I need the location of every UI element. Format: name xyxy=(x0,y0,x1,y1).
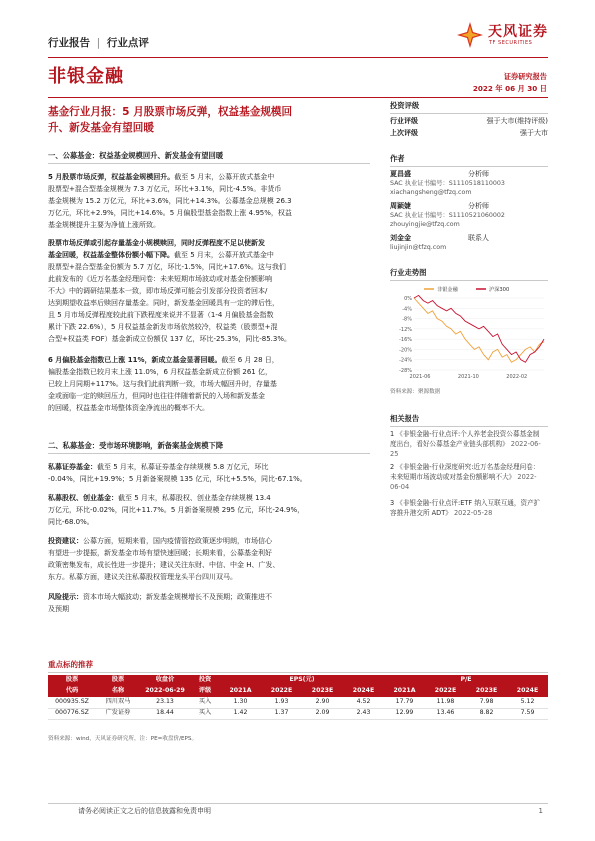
author-email[interactable]: zhouyingjie@tfzq.com xyxy=(390,221,460,228)
paragraph-5-line: 同比-68.0%。 xyxy=(48,518,94,526)
rating-row-value: 强于大市(维持评级) xyxy=(486,117,548,125)
paragraph-2 xyxy=(48,237,370,345)
report-label: 证券研究报告 xyxy=(503,72,547,81)
table-cell: 18.44 xyxy=(140,708,190,719)
section-2-heading: 二、私募基金：受市场环境影响，新备案基金规模下降 xyxy=(48,441,224,450)
author-name: 周颖婕 xyxy=(390,202,411,210)
paragraph-2-line: 此前发布的《近万名基金经理问卷：未来短期市场波动或对基金份额影响 xyxy=(48,275,272,283)
paragraph-2-line: 不大》中的调研结果基本一致，即市场反弹可能会引发部分投资者回本/ xyxy=(48,287,268,295)
table-cell: 1.37 xyxy=(261,708,302,719)
table-row xyxy=(48,708,548,719)
paragraph-4-line: 截至 5 月末，私募证券基金存续规模 5.8 万亿元，环比 xyxy=(97,463,269,471)
rec-table-title-underline xyxy=(48,672,548,673)
related-item[interactable] xyxy=(390,429,545,459)
paragraph-2-lead: 股票市场反弹或引起存量基金小规模赎回，同时反弹程度不足以使新发 xyxy=(48,239,265,247)
paragraph-2-line: 股票型+混合型基金份额为 5.7 万亿，环比-1.5%，同比+17.6%。这与我们 xyxy=(48,263,286,271)
paragraph-2-line: 且 5 月市场反弹程度较此前下跌程度来说并不显著（1-4 月偏股基金指数 xyxy=(48,311,274,319)
doc-type-main: 行业报告 xyxy=(48,37,90,49)
title-divider xyxy=(48,97,548,98)
report-title xyxy=(48,104,370,136)
author-1 xyxy=(390,170,548,197)
doc-type-sub: 行业点评 xyxy=(106,37,149,49)
paragraph-6-line: 政策密集发布，成长性进一步提升；建议关注东财、中信、中金 H、广发、 xyxy=(48,561,280,569)
rec-table-note: 资料来源：wind，天风证券研究所，注：PE=收盘价/EPS。 xyxy=(48,736,198,742)
rec-table-header-cell: 2024E xyxy=(343,686,384,697)
paragraph-1-line: 截至 5 月末，公募开放式基金中 xyxy=(174,173,275,181)
author-name: 夏昌盛 xyxy=(390,170,411,178)
paragraph-1-line: 万亿元，环比+2.9%，同比+14.6%。5 月偏股型基金指数上涨 4.95%，权益 xyxy=(48,209,292,217)
rec-table-header-cell: 评级 xyxy=(190,686,220,697)
paragraph-2-line: 达到期望收益率后赎回存量基金。同时，新发基金回暖具有一定的滞后性， xyxy=(48,299,279,307)
author-2 xyxy=(390,202,548,229)
rec-table-header-cell: 2022-06-29 xyxy=(140,686,190,697)
paragraph-2-line: 截至 5 月末，公募开放式基金中 xyxy=(174,251,274,259)
table-cell: 2.90 xyxy=(302,697,343,708)
paragraph-1 xyxy=(48,171,370,231)
rating-header: 投资评级 xyxy=(390,101,420,110)
section-2-underline xyxy=(48,453,370,454)
chart-y-tick-label: -12% xyxy=(399,326,412,333)
paragraph-2-lead: 基金回暖，权益基金整体份额小幅下降。 xyxy=(48,251,174,259)
report-date: 2022 年 06 月 30 日 xyxy=(472,84,547,93)
doc-type: 行业报告 | 行业点评 xyxy=(48,37,149,49)
rating-row-label: 上次评级 xyxy=(390,129,418,137)
table-cell: 7.59 xyxy=(507,708,548,719)
table-cell: 7.98 xyxy=(466,697,507,708)
related-underline xyxy=(390,426,548,427)
paragraph-3 xyxy=(48,354,370,414)
table-cell: 11.98 xyxy=(425,697,466,708)
rec-table-header-row-2 xyxy=(48,686,548,697)
paragraph-3-line: 偏股基金指数已较月末上涨 11.0%，6 月权益基金新成立份额 261 亿， xyxy=(48,368,272,376)
table-cell: 5.12 xyxy=(507,697,548,708)
paragraph-6-line: 公募方面，短期来看，国内疫情管控政策逐步明朗，市场信心 xyxy=(83,537,272,545)
rating-row-value: 强于大市 xyxy=(520,129,548,137)
author-cert: SAC 执业证书编号：S1110518110003 xyxy=(390,180,505,187)
author-role: 联系人 xyxy=(468,234,489,242)
footer-page-number: 1 xyxy=(538,807,543,815)
rec-table-header-cell: 2021A xyxy=(384,686,425,697)
table-cell: 2.09 xyxy=(302,708,343,719)
brand-name-en: TF SECURITIES xyxy=(489,40,533,46)
paragraph-7 xyxy=(48,591,370,615)
paragraph-6-line: 东方。私募方面，建议关注私募股权管理龙头平台四川双马。 xyxy=(48,573,237,581)
table-cell: 23.13 xyxy=(140,697,190,708)
chart-y-tick-label: -8% xyxy=(402,316,412,323)
table-cell: 13.46 xyxy=(425,708,466,719)
table-cell: 000935.SZ xyxy=(48,697,96,708)
rec-table-header-cell: 2024E xyxy=(507,686,548,697)
paragraph-4-line: -0.04%，同比+19.9%；5 月新备案规模 135 亿元，环比+5.5%，同比-67.1%。 xyxy=(48,475,307,483)
paragraph-1-lead: 5 月股票市场反弹，权益基金规模回升。 xyxy=(48,173,175,181)
table-cell: 1.30 xyxy=(220,697,261,708)
chart-y-tick-label: -4% xyxy=(402,306,412,313)
paragraph-1-line: 基金规模提升主要为净值上涨所致。 xyxy=(48,221,160,229)
rec-table-header-cell: 股票 xyxy=(48,675,96,686)
related-item[interactable] xyxy=(390,498,545,518)
rec-table-header-cell: 投资 xyxy=(190,675,220,686)
author-cert: SAC 执业证书编号：S1110521060002 xyxy=(390,212,505,219)
chart-source: 资料来源：聚源数据 xyxy=(390,389,441,395)
chart-series-line xyxy=(414,298,544,362)
paragraph-3-line: 的回暖，权益基金市场整体资金净流出的概率不大。 xyxy=(48,404,209,412)
author-3 xyxy=(390,234,548,252)
rec-table-header-cell: 股票 xyxy=(96,675,140,686)
paragraph-5-line: 截至 5 月末，私募股权、创业基金存续规模 13.4 xyxy=(118,494,271,502)
related-item-date: 2022-05-28 xyxy=(453,509,493,517)
chart-x-tick-label: 2021-06 xyxy=(409,374,431,380)
rec-table xyxy=(48,675,548,720)
rating-row-label: 行业评级 xyxy=(390,117,418,125)
chart-legend-label: 沪深300 xyxy=(489,287,510,293)
report-title-line-1: 基金行业月报：5 月股票市场反弹，权益基金规模回 xyxy=(48,106,293,118)
table-row xyxy=(48,697,548,708)
rec-table-header-cell: 名称 xyxy=(96,686,140,697)
brand-name-cn: 天风证券 xyxy=(488,24,548,40)
table-cell: 8.82 xyxy=(466,708,507,719)
paragraph-6 xyxy=(48,535,370,583)
related-item[interactable] xyxy=(390,462,545,492)
author-role: 分析师 xyxy=(468,170,489,178)
authors-header: 作者 xyxy=(390,154,405,163)
table-cell: 12.99 xyxy=(384,708,425,719)
header-divider xyxy=(48,57,548,58)
author-email[interactable]: liujinjin@tfzq.com xyxy=(390,244,447,251)
table-cell: 1.42 xyxy=(220,708,261,719)
paragraph-5 xyxy=(48,492,370,528)
paragraph-6-line: 有望进一步提振，新发基金市场有望快速回暖；长期来看，公募基金利好 xyxy=(48,549,272,557)
table-cell: 四川双马 xyxy=(96,697,140,708)
author-email[interactable]: xiachangsheng@tfzq.com xyxy=(390,189,472,196)
report-title-line-2: 升、新发基金有望回暖 xyxy=(48,122,154,134)
paragraph-7-lead: 风险提示： xyxy=(48,593,83,601)
paragraph-1-line: 股票型+混合型基金规模为 7.3 万亿元，环比+3.1%，同比-4.5%。非货币 xyxy=(48,185,282,193)
table-cell: 2.43 xyxy=(343,708,384,719)
paragraph-7-line: 及预期 xyxy=(48,605,69,613)
paragraph-1-line: 基金规模为 15.2 万亿元，环比+3.6%，同比+14.3%。公募基金总规模 26.3 xyxy=(48,197,292,205)
paragraph-3-lead: 6 月偏股基金指数已上涨 11%，新成立基金显著回暖。 xyxy=(48,356,222,364)
table-cell: 4.52 xyxy=(343,697,384,708)
rec-table-header-cell: 2021A xyxy=(220,686,261,697)
trend-chart xyxy=(390,284,548,380)
related-item-title: 3 《非银金融-行业点评:ETF 纳入互联互通，资产扩容推升港交所 ADT》 xyxy=(390,499,541,517)
rec-table-header-row-1 xyxy=(48,675,548,686)
table-cell: 1.93 xyxy=(261,697,302,708)
paragraph-4 xyxy=(48,461,370,485)
rating-row-previous xyxy=(390,128,548,138)
chart-y-tick-label: -16% xyxy=(399,337,412,344)
table-cell: 广发证券 xyxy=(96,708,140,719)
section-1-heading: 一、公募基金：权益基金规模回升、新发基金有望回暖 xyxy=(48,151,224,160)
footer-disclaimer: 请务必阅读正文之后的信息披露和免责申明 xyxy=(78,807,211,815)
author-role: 分析师 xyxy=(468,202,489,210)
brand-logo xyxy=(455,18,555,52)
chart-y-tick-label: -24% xyxy=(399,357,412,364)
related-item-date: 2022-06-04 xyxy=(390,473,537,491)
table-cell: 买入 xyxy=(190,708,220,719)
rec-table-header-cell: 收盘价 xyxy=(140,675,190,686)
rec-table-header-cell: 2023E xyxy=(302,686,343,697)
chart-title-underline xyxy=(390,280,548,281)
paragraph-3-line: 已较上月同期+117%。这与我们此前判断一致，市场大幅回升时，存量基 xyxy=(48,380,277,388)
author-name: 刘金金 xyxy=(390,234,411,242)
chart-y-tick-label: 0% xyxy=(404,296,412,302)
rec-table-header-cell: 2022E xyxy=(425,686,466,697)
paragraph-3-line: 截至 6 月 28 日， xyxy=(221,356,279,364)
sector-title: 非银金融 xyxy=(48,66,124,87)
rec-table-header-cell-pe: P/E xyxy=(384,675,548,686)
chart-x-tick-label: 2021-10 xyxy=(457,374,479,380)
rec-table-header-cell-eps: EPS(元) xyxy=(220,675,384,686)
rec-table-header-cell: 代码 xyxy=(48,686,96,697)
paragraph-2-line: 合型+权益类 FOF）基金新成立份额仅 137 亿，环比-25.3%，同比-85.3%。 xyxy=(48,335,291,343)
chart-y-tick-label: -20% xyxy=(399,347,412,354)
table-cell: 买入 xyxy=(190,697,220,708)
related-item-title: 1 《非银金融-行业点评:个人养老金投资公募基金制度出台，看好公募基金产业链头部机构》 xyxy=(390,430,540,448)
chart-y-tick-label: -28% xyxy=(399,368,412,374)
section-1-underline xyxy=(48,163,370,164)
rec-table-header-cell: 2022E xyxy=(261,686,302,697)
related-item-title: 2 《非银金融-行业深度研究:近万名基金经理问卷：未来短期市场波动或对基金份额影响不大》 xyxy=(390,463,540,481)
rating-row-current xyxy=(390,116,548,126)
chart-legend-label: 非银金融 xyxy=(437,287,458,293)
paragraph-3-line: 金或面临一定的赎回压力，但同时也往往伴随着新民的入场和新发基金 xyxy=(48,392,265,400)
paragraph-7-line: 资本市场大幅波动；新发基金规模增长不及预期；政策推进不 xyxy=(83,593,272,601)
table-cell: 17.79 xyxy=(384,697,425,708)
table-cell: 000776.SZ xyxy=(48,708,96,719)
footer-divider xyxy=(48,803,548,804)
rec-table-title: 重点标的推荐 xyxy=(48,660,93,669)
paragraph-5-line: 万亿元，环比-0.02%，同比+11.7%。5 月新备案规模 295 亿元，环比-24.9%， xyxy=(48,506,305,514)
chart-title: 行业走势图 xyxy=(390,268,427,277)
paragraph-5-lead: 私募股权、创业基金： xyxy=(48,494,118,502)
paragraph-6-lead: 投资建议： xyxy=(48,537,83,545)
related-header: 相关报告 xyxy=(390,414,420,423)
related-item-date: 2022-06-25 xyxy=(390,440,541,458)
chart-x-tick-label: 2022-02 xyxy=(506,374,528,380)
rec-table-header-cell: 2023E xyxy=(466,686,507,697)
brand-mark-icon xyxy=(455,20,485,50)
authors-underline xyxy=(390,166,548,167)
rating-underline xyxy=(390,113,548,114)
paragraph-2-line: 累计下跌 22.6%），5 月权益基金新发市场依然较冷，权益类（股票型+混 xyxy=(48,323,278,331)
paragraph-4-lead: 私募证券基金： xyxy=(48,463,97,471)
